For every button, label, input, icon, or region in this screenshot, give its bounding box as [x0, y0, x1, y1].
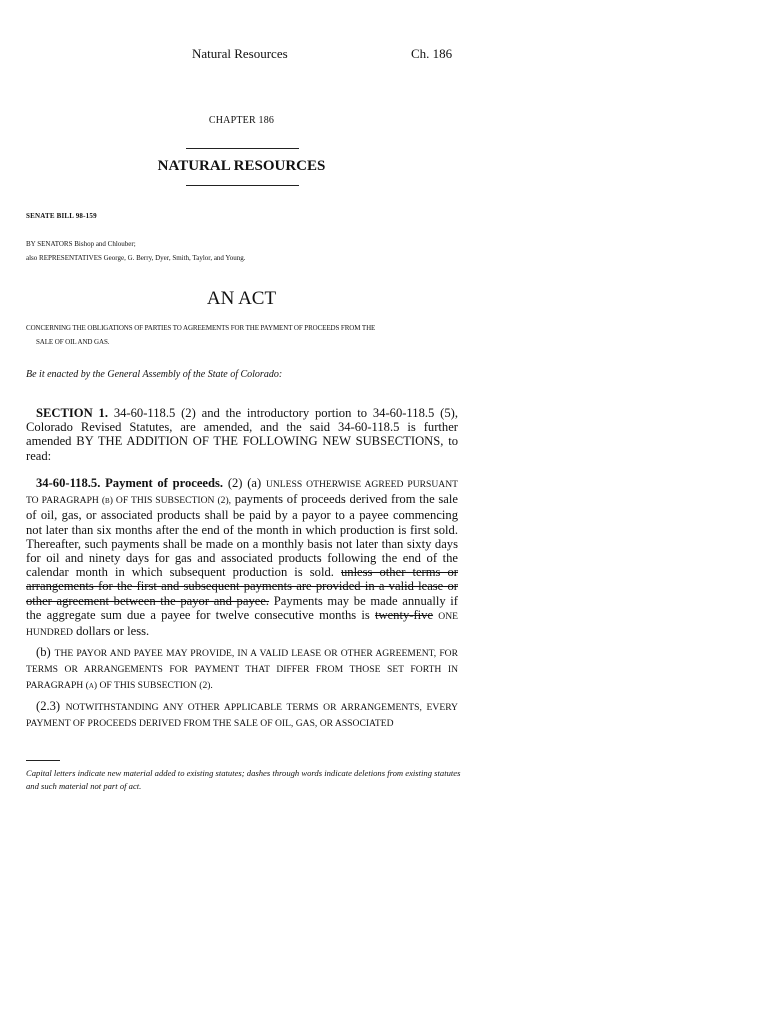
new-material-amount: ONE HUNDRED — [26, 610, 458, 639]
subsection-2b-label: (b) — [36, 645, 51, 659]
bill-number: SENATE BILL 98-159 — [26, 212, 97, 220]
statute-heading: 34-60-118.5. Payment of proceeds. — [36, 476, 224, 490]
concerning-line-1: CONCERNING THE OBLIGATIONS OF PARTIES TO AGREEMENTS FOR THE PAYMENT OF PROCEEDS FROM THE — [26, 324, 376, 332]
new-material-2a-intro: UNLESS OTHERWISE AGREED PURSUANT TO PARAGRAPH (b) OF THIS SUBSECTION (2), — [26, 479, 459, 507]
footnote-rule — [26, 760, 60, 761]
subsection-2a-paragraph — [26, 476, 458, 640]
new-material-2b: THE PAYOR AND PAYEE MAY PROVIDE, IN A VALID LEASE OR OTHER AGREEMENT, FOR TERMS OR ARRANGEMENTS FOR PAYMENT THAT DIFFER FROM THOSE SET FORTH IN PARAGRAPH (a) OF THIS SUBSECTION (2). — [26, 648, 458, 692]
deleted-material-amount: twenty-five — [374, 607, 434, 622]
footnote: Capital letters indicate new material added to existing statutes; dashes through words indicate deletions from existing statutes and such material not part of act. — [26, 768, 461, 791]
chapter-reference: Ch. 186 — [411, 46, 453, 61]
act-concerning-clause — [26, 321, 460, 349]
running-title: Natural Resources — [192, 46, 288, 61]
section-1-text: 34-60-118.5 (2) and the introductory portion to 34-60-118.5 (5), Colorado Revised Statutes, are amended, and the said 34-60-118.5 is further amended BY THE ADDITION OF THE FOLLOWING NEW SUBSECTIONS, to read: — [26, 406, 458, 463]
subsection-2a-text-2: Payments may be made annually if the aggregate sum due a payee for twelve consecutive months is — [26, 593, 459, 622]
new-material-2-3: NOTWITHSTANDING ANY OTHER APPLICABLE TERMS OR ARRANGEMENTS, EVERY PAYMENT OF PROCEEDS DERIVED FROM THE SALE OF OIL, GAS, OR ASSOCIATED — [26, 702, 458, 730]
subsection-2a-label: (2) (a) — [227, 476, 262, 490]
subsection-2-3-paragraph — [26, 699, 458, 731]
subsection-2a-text-1: payments of proceeds derived from the sale of oil, gas, or associated products shall be paid by a payor to a payee commencing not later than six months after the end of the month in which production is first sold. Thereafter, such payments shall be made on a monthly basis not later than sixty days for oil and ninety days for gas and associated products following the end of the calendar month in which subsequent production is sold. — [26, 492, 458, 580]
act-heading: AN ACT — [206, 288, 277, 309]
enacting-clause: Be it enacted by the General Assembly of the State of Colorado: — [26, 369, 283, 380]
title-rule-bottom — [186, 185, 299, 186]
bill-sponsors — [26, 237, 246, 265]
sponsors-representatives: also REPRESENTATIVES George, G. Berry, Dyer, Smith, Taylor, and Young. — [26, 254, 246, 262]
sponsors-senators: BY SENATORS Bishop and Chlouber; — [26, 240, 136, 248]
chapter-label: CHAPTER 186 — [208, 115, 275, 126]
subsection-2a-text-3: dollars or less. — [76, 624, 150, 639]
title-rule-top — [186, 148, 299, 149]
subsection-2-3-label: (2.3) — [36, 699, 61, 713]
concerning-line-2: SALE OF OIL AND GAS. — [36, 338, 110, 346]
section-1-label: SECTION 1. — [36, 406, 108, 420]
section-1-paragraph — [26, 406, 458, 463]
deleted-material-2a-terms: unless other terms or arrangements for the first and subsequent payments are provided in a valid lease or other agreement between the payor and payee. — [26, 565, 458, 608]
subsection-2b-paragraph — [26, 645, 458, 694]
chapter-title: NATURAL RESOURCES — [157, 158, 326, 174]
